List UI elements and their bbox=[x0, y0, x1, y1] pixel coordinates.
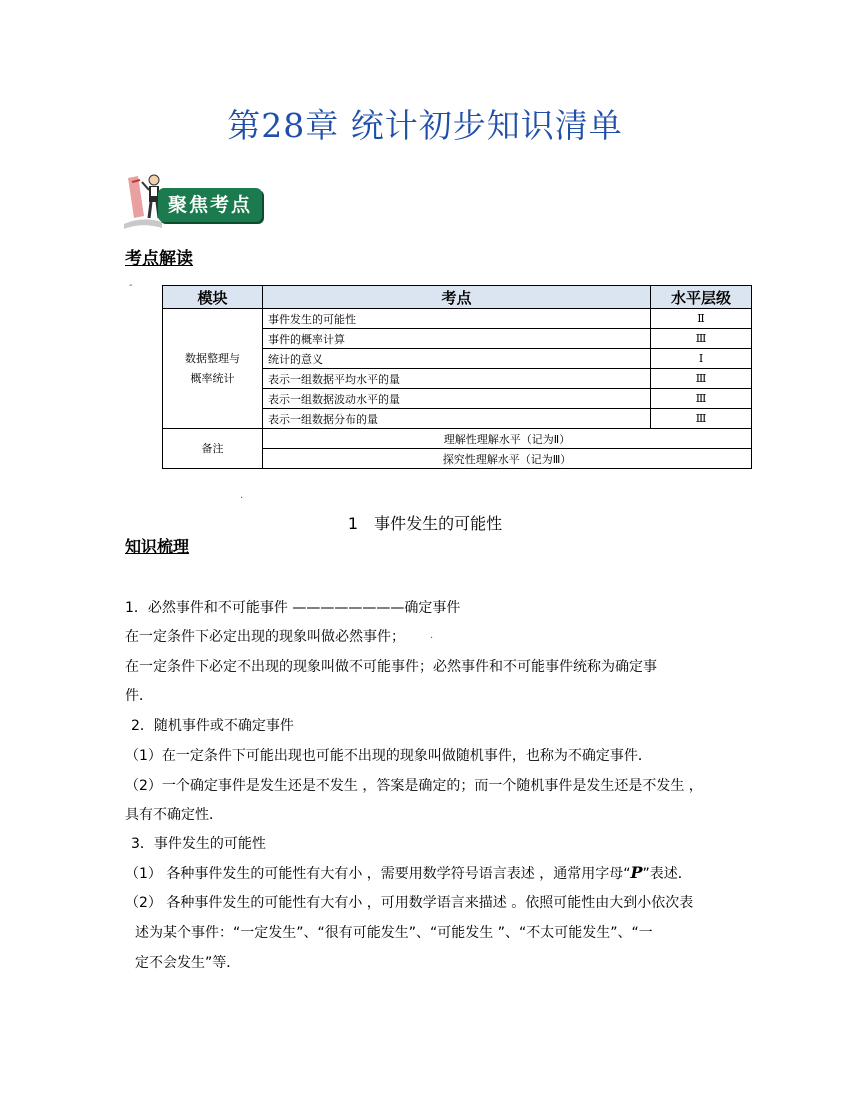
note-cell: 理解性理解水平（记为Ⅱ） bbox=[263, 429, 752, 449]
body-line: 定不会发生”等． bbox=[135, 955, 241, 971]
exam-points-table bbox=[162, 285, 752, 469]
knowledge-heading: 知识梳理 bbox=[125, 537, 190, 556]
level-cell: Ⅱ bbox=[651, 309, 752, 329]
symbol-p: P bbox=[630, 863, 643, 882]
table-header-row bbox=[163, 286, 752, 309]
page-title: 第28章 统计初步知识清单 bbox=[227, 106, 623, 145]
table-row bbox=[163, 429, 752, 449]
point-cell: 表示一组数据波动水平的量 bbox=[263, 389, 651, 409]
body-text: （1） 各种事件发生的可能性有大有小 ，需要用数学符号语言表述 ，通常用字母“ bbox=[125, 866, 631, 882]
stray-mark: . bbox=[430, 630, 434, 641]
level-cell: Ⅲ bbox=[651, 409, 752, 429]
section-title-text: 事件发生的可能性 bbox=[374, 514, 503, 533]
body-line: 在一定条件下必定出现的现象叫做必然事件； bbox=[125, 629, 405, 645]
note-cell: 探究性理解水平（记为Ⅲ） bbox=[263, 449, 752, 469]
module-line: 数据整理与 bbox=[185, 351, 240, 365]
point-cell: 事件的概率计算 bbox=[263, 329, 651, 349]
stray-mark: . bbox=[240, 490, 244, 501]
body-line: （2）一个确定事件是发生还是不发生 ，答案是确定的；而一个随机事件是发生还是不发生 ， bbox=[125, 778, 703, 794]
header-module: 模块 bbox=[163, 286, 263, 309]
body-line: 具有不确定性． bbox=[125, 807, 223, 823]
body-line: （2） 各种事件发生的可能性有大有小 ，可用数学语言来描述 。依照可能性由大到小依次表 bbox=[125, 895, 694, 911]
header-level: 水平层级 bbox=[651, 286, 752, 309]
body-line: 件． bbox=[125, 688, 153, 704]
header-point: 考点 bbox=[263, 286, 651, 309]
body-line: 2．随机事件或不确定事件 bbox=[131, 718, 294, 734]
section-title bbox=[0, 511, 850, 534]
section-number: 1 bbox=[347, 514, 359, 533]
focus-banner bbox=[122, 172, 272, 230]
level-cell: Ⅲ bbox=[651, 389, 752, 409]
point-cell: 统计的意义 bbox=[263, 349, 651, 369]
body-line: 述为某个事件：“一定发生”、“很有可能发生”、“可能发生 ”、“不太可能发生”、“一 bbox=[135, 925, 653, 941]
note-label-cell: 备注 bbox=[163, 429, 263, 469]
body-line: 在一定条件下必定不出现的现象叫做不可能事件；必然事件和不可能事件统称为确定事 bbox=[125, 659, 657, 675]
module-line: 概率统计 bbox=[190, 371, 235, 385]
point-cell: 事件发生的可能性 bbox=[263, 309, 651, 329]
body-line: （1）在一定条件下可能出现也可能不出现的现象叫做随机事件，也称为不确定事件． bbox=[125, 748, 652, 764]
module-cell bbox=[163, 309, 263, 429]
body-line bbox=[125, 863, 692, 883]
focus-banner-label: 聚焦考点 bbox=[158, 188, 262, 222]
exam-points-heading: 考点解读 bbox=[125, 249, 193, 269]
level-cell: Ⅲ bbox=[651, 369, 752, 389]
stray-mark: - bbox=[129, 280, 133, 291]
body-line: 3．事件发生的可能性 bbox=[131, 836, 266, 852]
body-line: 1．必然事件和不可能事件 ————————确定事件 bbox=[125, 600, 461, 616]
level-cell: Ⅰ bbox=[651, 349, 752, 369]
level-cell: Ⅲ bbox=[651, 329, 752, 349]
table-row bbox=[163, 309, 752, 329]
point-cell: 表示一组数据平均水平的量 bbox=[263, 369, 651, 389]
point-cell: 表示一组数据分布的量 bbox=[263, 409, 651, 429]
body-text: ”表述． bbox=[642, 866, 692, 882]
